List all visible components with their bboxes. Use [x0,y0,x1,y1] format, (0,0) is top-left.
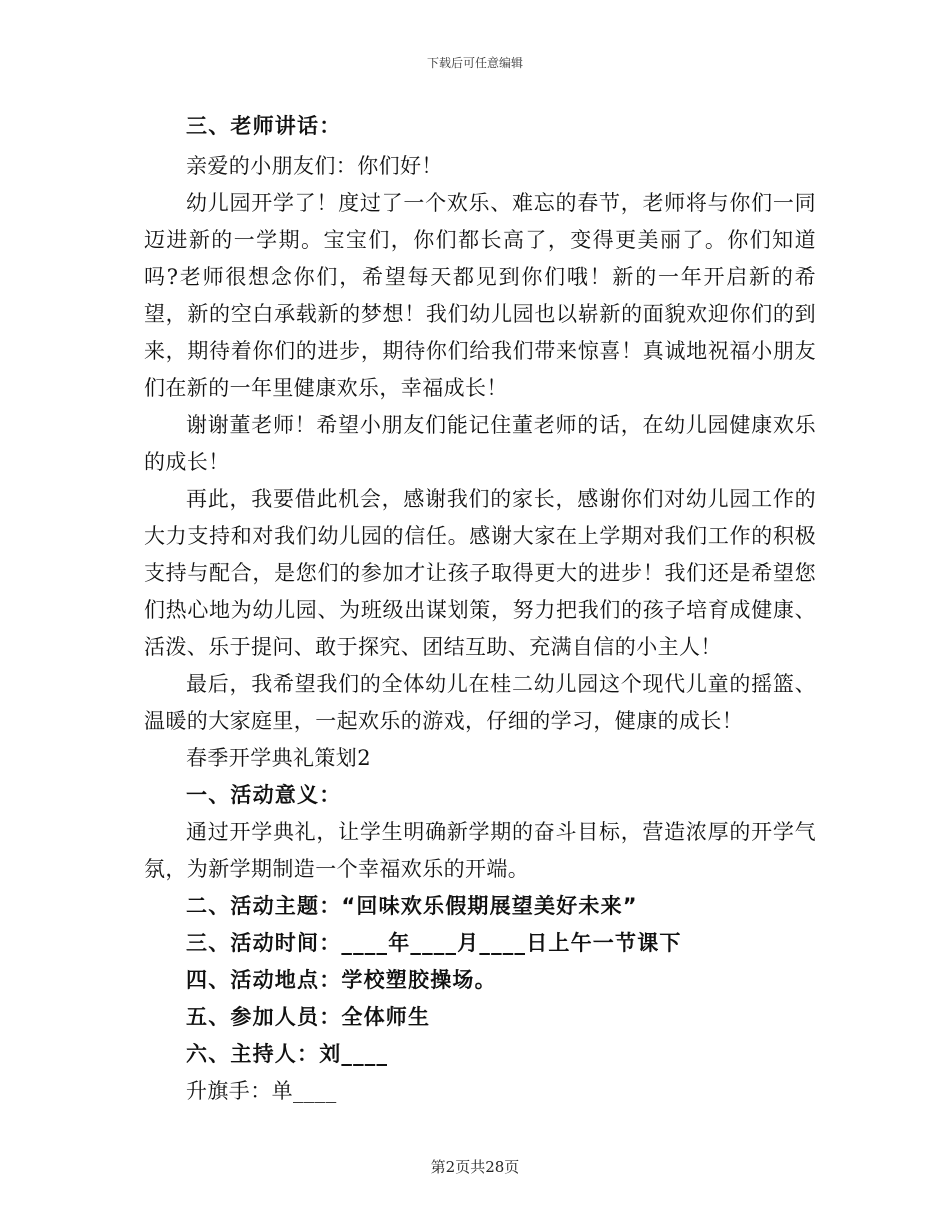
document-subtitle: 春季开学典礼策划2 [186,746,371,770]
paragraph-significance: 通过开学典礼，让学生明确新学期的奋斗目标，营造浓厚的开学气氛，为新学期制造一个幸福欢乐的开端。 [144,820,816,881]
document-body [144,108,816,1110]
section-heading-host: 六、主持人：刘____ [186,1042,389,1066]
section-heading-teacher-speech: 三、老师讲话： [186,114,342,138]
paragraph-parents-thanks: 再此，我要借此机会，感谢我们的家长，感谢你们对幼儿园工作的大力支持和对我们幼儿园的信任。感谢大家在上学期对我们工作的积极支持与配合，是您们的参加才让孩子取得更大的进步！我们还是希望您们热心地为幼儿园、为班级出谋划策，努力把我们的孩子培育成健康、活泼、乐于提问、敢于探究、团结互助、充满自信的小主人！ [144,487,816,659]
paragraph-closing: 最后，我希望我们的全体幼儿在桂二幼儿园这个现代儿童的摇篮、温暖的大家庭里，一起欢乐的游戏，仔细的学习，健康的成长！ [144,672,816,733]
page-header: 下载后可任意编辑 [426,56,523,70]
paragraph-teacher-speech: 幼儿园开学了！度过了一个欢乐、难忘的春节，老师将与你们一同迈进新的一学期。宝宝们，你们都长高了，变得更美丽了。你们知道吗?老师很想念你们，希望每天都见到你们哦！新的一年开启新的希望，新的空白承载新的梦想！我们幼儿园也以崭新的面貌欢迎你们的到来，期待着你们的进步，期待你们给我们带来惊喜！真诚地祝福小朋友们在新的一年里健康欢乐，幸福成长！ [144,191,816,400]
section-heading-significance: 一、活动意义： [186,783,342,807]
section-heading-participants: 五、参加人员：全体师生 [186,1005,431,1029]
page-footer: 第2页共28页 [430,1158,520,1176]
section-heading-time: 三、活动时间：____年____月____日上午一节课下 [186,931,682,955]
paragraph-greeting: 亲爱的小朋友们：你们好！ [186,154,443,178]
section-heading-location: 四、活动地点：学校塑胶操场。 [186,968,497,992]
paragraph-thanks: 谢谢董老师！希望小朋友们能记住董老师的话，在幼儿园健康欢乐的成长！ [144,413,816,474]
paragraph-flag-raiser: 升旗手：单____ [186,1079,337,1103]
section-heading-theme: 二、活动主题：“回味欢乐假期展望美好未来” [186,894,638,918]
